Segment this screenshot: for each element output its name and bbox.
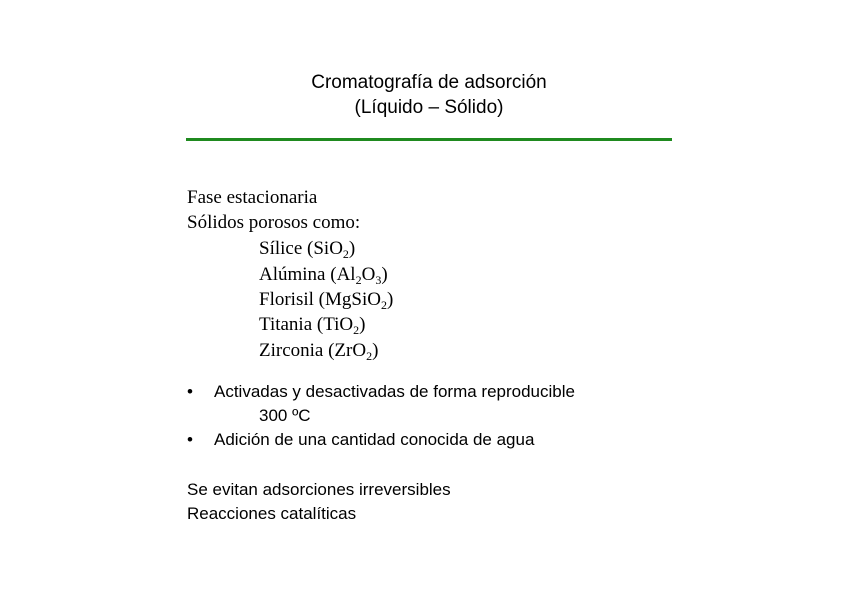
bullet-water-addition: Adición de una cantidad conocida de agua [214, 430, 535, 449]
formula-subscript: 2 [380, 298, 387, 312]
formula-close: ) [359, 314, 366, 335]
title-divider [186, 138, 672, 141]
bullet-icon: • [187, 430, 193, 449]
list-item-silica [259, 238, 355, 260]
bullet-activation: Activadas y desactivadas de forma reproducible [214, 382, 575, 401]
page-subtitle: (Líquido – Sólido) [354, 97, 504, 118]
formula-text: Zirconia (ZrO [259, 340, 367, 361]
page-title: Cromatografía de adsorción [311, 72, 547, 93]
formula-close: ) [386, 289, 394, 310]
formula-subscript: 3 [375, 273, 382, 287]
list-item-florisil [259, 289, 393, 311]
porous-solids-heading: Sólidos porosos como: [187, 212, 361, 233]
list-item-alumina [259, 264, 388, 286]
formula-text: Florisil (MgSiO [259, 289, 381, 310]
formula-close: ) [348, 238, 356, 259]
formula-subscript: 2 [366, 349, 373, 363]
formula-text: Alúmina (Al [259, 264, 356, 285]
formula-close: ) [381, 264, 388, 285]
formula-subscript: 2 [355, 273, 362, 287]
list-item-titania [259, 314, 365, 336]
formula-subscript: 2 [353, 323, 360, 337]
stationary-phase-heading: Fase estacionaria [187, 187, 318, 208]
formula-text: Sílice (SiO [259, 238, 343, 259]
note-irreversible-adsorption: Se evitan adsorciones irreversibles [187, 480, 451, 499]
formula-text: Titania (TiO [259, 314, 354, 335]
formula-close: ) [372, 340, 379, 361]
note-catalytic-reactions: Reacciones catalíticas [187, 504, 357, 523]
formula-text-mid: O [361, 264, 376, 285]
list-item-zirconia [259, 340, 378, 362]
formula-subscript: 2 [342, 247, 349, 261]
activation-temperature: 300 ºC [259, 406, 311, 425]
bullet-icon: • [187, 382, 193, 401]
